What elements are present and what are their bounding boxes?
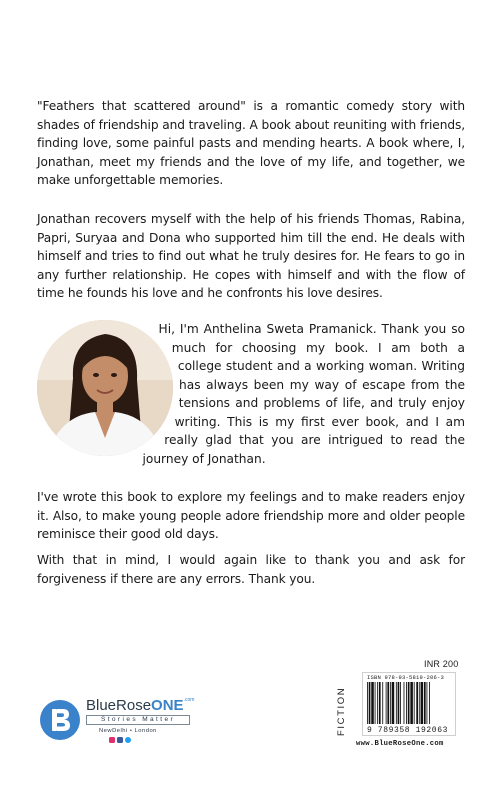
barcode-bars (367, 682, 453, 724)
author-photo-frame (37, 320, 173, 456)
author-section (37, 320, 465, 480)
isbn-label: ISBN 978-93-5819-206-3 (367, 674, 445, 681)
blurb-paragraph-1: "Feathers that scattered around" is a romantic comedy story with shades of friendship and traveling. A book about reuniting with friends, finding love, some painful pasts and mending hearts. A book where, I, Jonathan, meet my friends and the love of my life, and together, we make unforgettable memories. (37, 99, 465, 187)
social-icons (109, 737, 131, 743)
isbn-barcode (362, 672, 456, 736)
publisher-website: www.BlueRoseOne.com (356, 740, 444, 748)
twitter-icon (125, 737, 131, 743)
price-label: INR 200 (424, 659, 459, 669)
publisher-locations: NewDelhi • London (99, 728, 157, 734)
blurb-paragraph-5: With that in mind, I would again like to thank you and ask for forgiveness if there are any errors. Thank you. (37, 553, 465, 586)
publisher-tagline: Stories Matter (86, 715, 190, 725)
publisher-logo-icon (40, 700, 80, 740)
publisher-name: BlueRoseONE$^{.com}$ (86, 697, 195, 714)
author-bio: Hi, I'm Anthelina Sweta Pramanick. Thank you so much for choosing my book. I am both a college student and a working woman. Writing has always been my way of escape from the tensions and problems of life, and truly enjoy writing. This is my first ever book, and I am really glad that you are intrigued to read the journey of Jonathan. (142, 322, 465, 466)
facebook-icon (117, 737, 123, 743)
blurb-paragraph-4: I've wrote this book to explore my feelings and to make readers enjoy it. Also, to make young people adore friendship more and older people reminisce their good old days. (37, 490, 465, 541)
isbn-digits: 9 789358 192063 (367, 726, 449, 735)
author-photo (37, 320, 173, 456)
instagram-icon (109, 737, 115, 743)
blurb-paragraph-2: Jonathan recovers myself with the help of his friends Thomas, Rabina, Papri, Suryaa and Dona who supported him till the end. He deals with himself and tries to find out what he truly desires for. He fears to go in any further relationship. He copes with himself and with the flow of time he founds his love and he confronts his love desires. (37, 212, 465, 300)
genre-label: FICTION (336, 686, 347, 736)
